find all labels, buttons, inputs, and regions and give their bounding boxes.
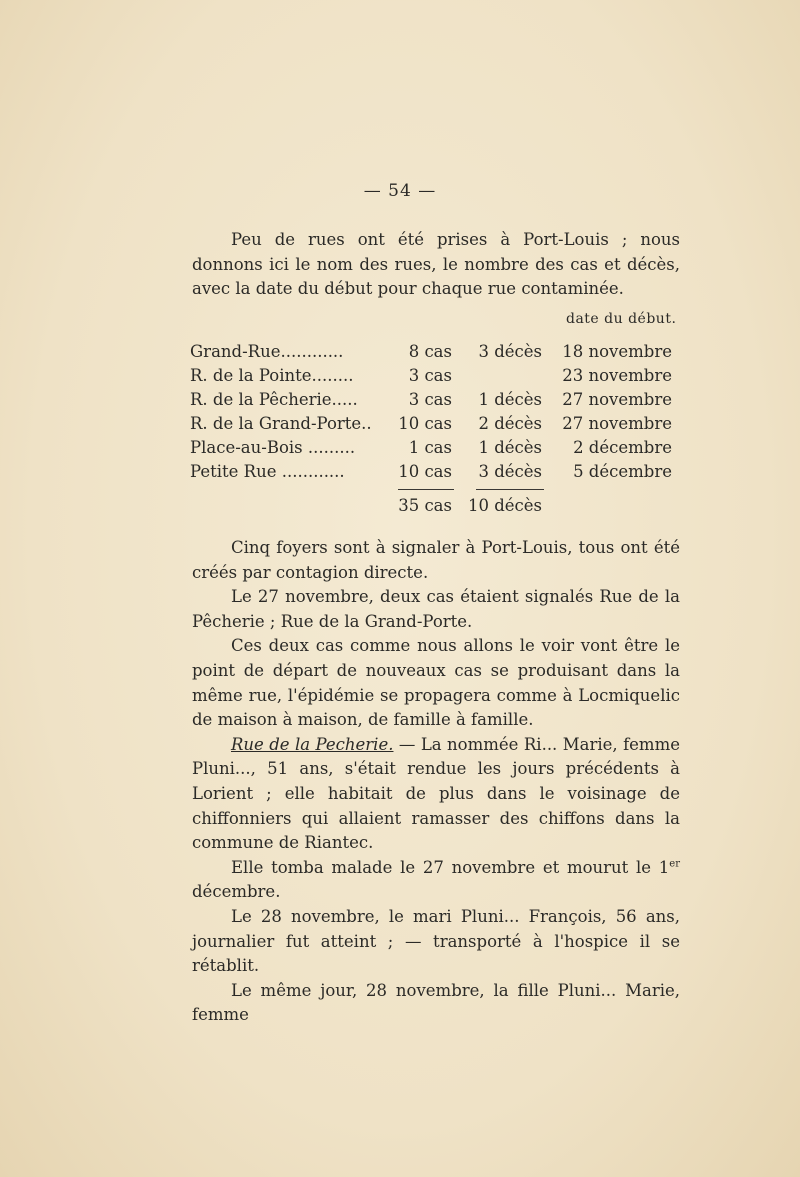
case-count: 10 cas	[398, 414, 452, 433]
section-heading: Rue de la Pecherie.	[231, 734, 394, 754]
table-row	[190, 414, 682, 438]
body-text	[192, 536, 680, 1028]
deaths-total-rule	[476, 489, 544, 490]
street-name: R. de la Pêcherie.....	[190, 390, 358, 409]
start-date: 18 novembre	[562, 342, 672, 361]
totals-row	[190, 496, 682, 520]
paragraph-text: décembre.	[192, 882, 281, 902]
death-count: 3 décès	[478, 462, 542, 481]
street-name: R. de la Pointe........	[190, 366, 354, 385]
page-number: — 54 —	[363, 181, 437, 201]
table-row	[190, 366, 682, 390]
case-count: 3 cas	[408, 390, 452, 409]
total-cases: 35 cas	[398, 496, 452, 515]
table-row	[190, 438, 682, 462]
cases-total-rule	[398, 489, 454, 490]
table-row	[190, 390, 682, 414]
street-name: Grand-Rue............	[190, 342, 344, 361]
total-deaths: 10 décès	[467, 496, 542, 515]
start-date: 2 décembre	[573, 438, 672, 457]
paragraph-text: Elle tomba malade le 27 novembre et mourut le 1	[231, 857, 670, 877]
start-date: 27 novembre	[562, 390, 672, 409]
case-count: 8 cas	[408, 342, 452, 361]
paragraph: Cinq foyers sont à signaler à Port-Louis, tous ont été créés par contagion directe.	[192, 538, 680, 582]
date-column-header: date du début.	[566, 311, 677, 327]
death-count: 1 décès	[478, 438, 542, 457]
intro-paragraph: Peu de rues ont été prises à Port-Louis ; nous donnons ici le nom des rues, le nombre des cas et décès, avec la date du début pour chaque rue contaminée.	[192, 230, 680, 299]
street-name: Petite Rue ............	[190, 462, 345, 481]
paragraph	[192, 856, 680, 905]
paragraph	[192, 733, 680, 856]
death-count: 1 décès	[478, 390, 542, 409]
paragraph-text: — La nommée Ri... Marie, femme Pluni..., 51 ans, s'était rendue les jours précédents à Lorient ; elle habitait de plus dans le voisinage de chiffonniers qui allaient ramasser des chiffons dans la commune de Riantec.	[192, 734, 680, 853]
start-date: 27 novembre	[562, 414, 672, 433]
start-date: 23 novembre	[562, 366, 672, 385]
start-date: 5 décembre	[573, 462, 672, 481]
paragraph: Le 28 novembre, le mari Pluni... François, 56 ans, journalier fut atteint ; — transporté à l'hospice il se rétablit.	[192, 906, 680, 976]
paragraph: Ces deux cas comme nous allons le voir vont être le point de départ de nouveaux cas se produisant dans la même rue, l'épidémie se propagera comme à Locmiquelic de maison à maison, de famille à famille.	[192, 636, 680, 730]
table-row	[190, 342, 682, 366]
case-count: 10 cas	[398, 462, 452, 481]
table-row	[190, 462, 682, 486]
case-count: 1 cas	[408, 438, 452, 457]
street-name: R. de la Grand-Porte..	[190, 414, 372, 433]
death-count: 2 décès	[478, 414, 542, 433]
street-name: Place-au-Bois .........	[190, 438, 356, 457]
superscript: er	[669, 858, 680, 870]
death-count: 3 décès	[478, 342, 542, 361]
case-count: 3 cas	[408, 366, 452, 385]
paragraph: Le même jour, 28 novembre, la fille Pluni... Marie, femme	[192, 980, 680, 1025]
paragraph: Le 27 novembre, deux cas étaient signalés Rue de la Pêcherie ; Rue de la Grand-Porte.	[192, 587, 680, 631]
